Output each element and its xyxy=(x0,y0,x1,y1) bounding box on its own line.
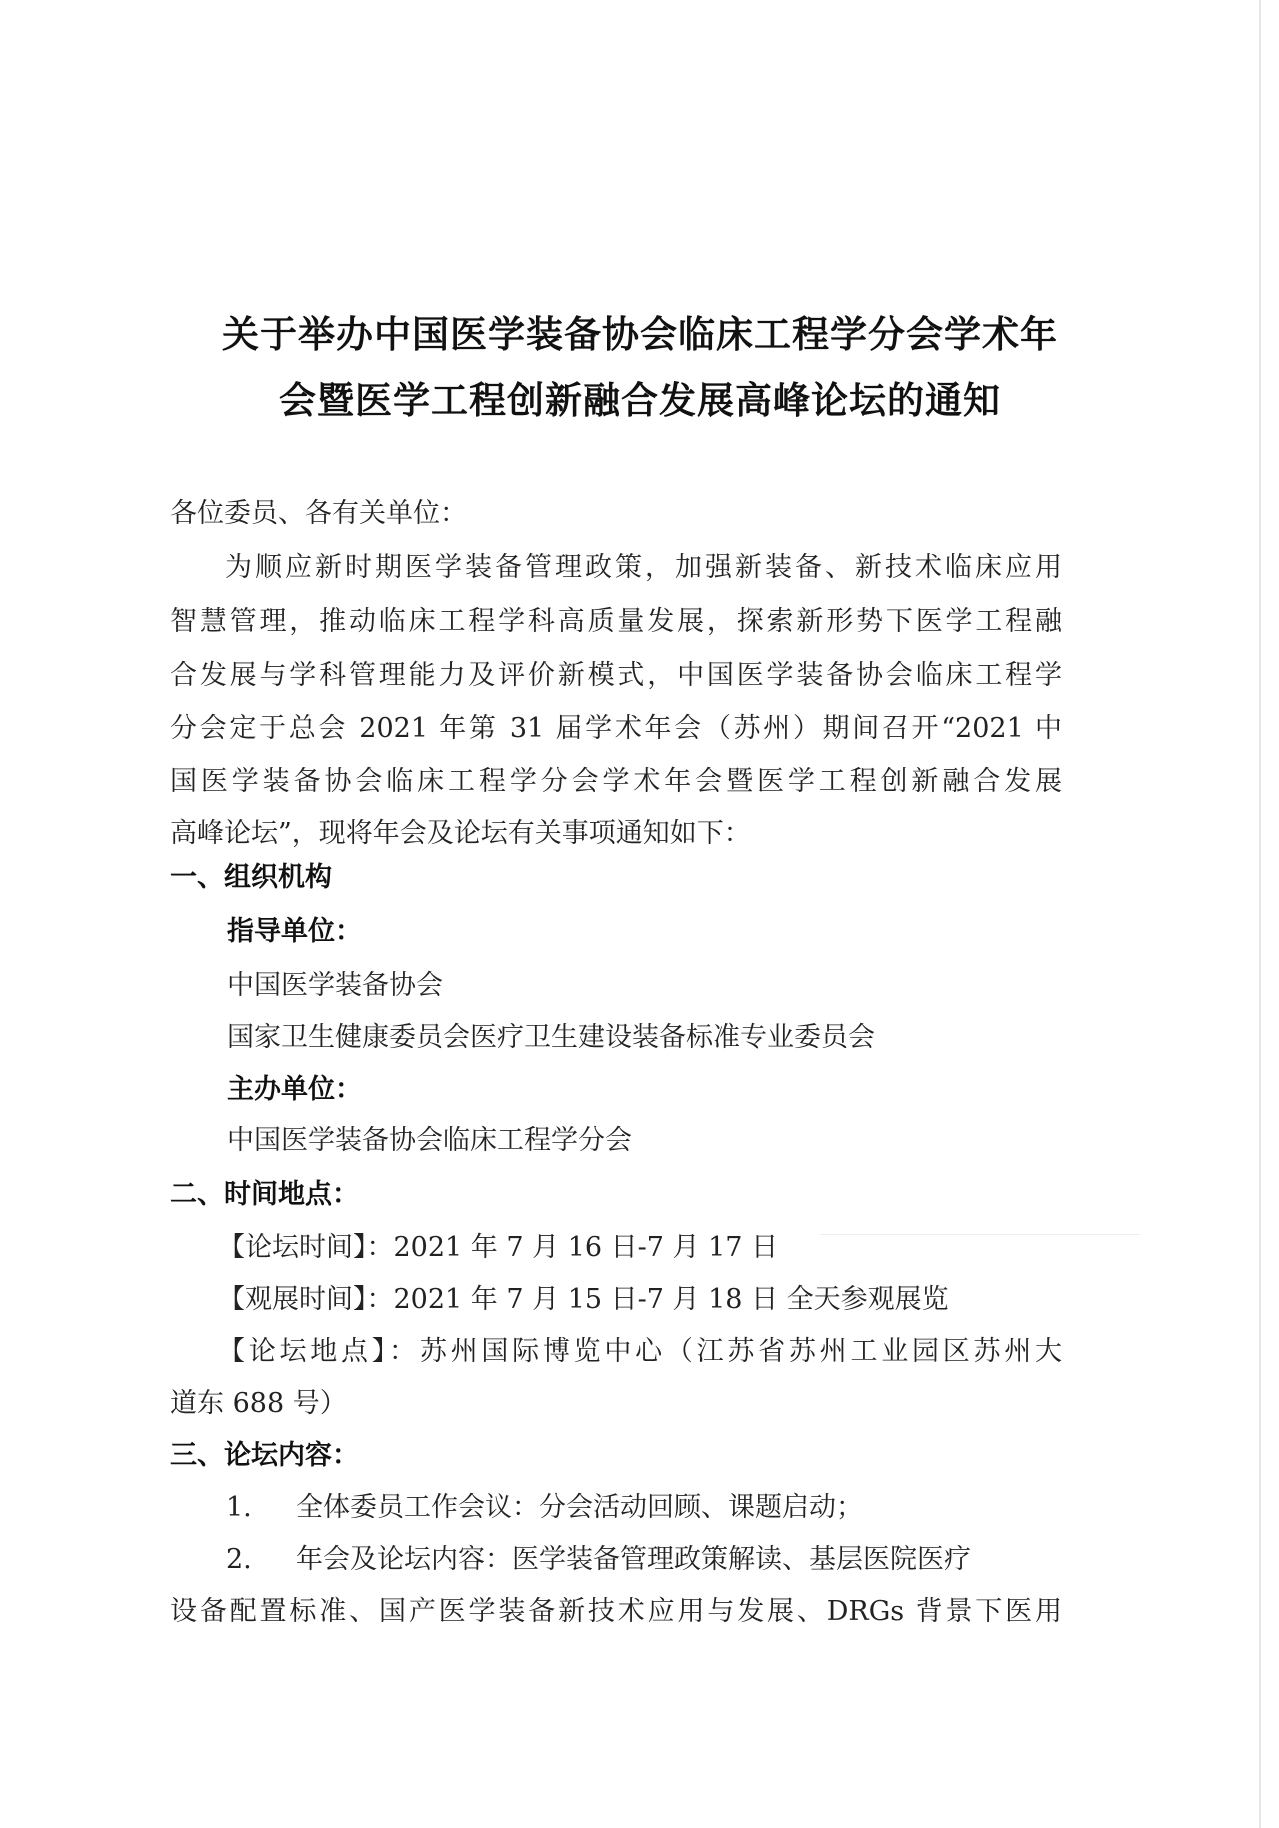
scan-artifact-line xyxy=(820,1234,1140,1235)
venue-line-2: 道东 688 号） xyxy=(170,1388,347,1419)
intro-line-1: 为顺应新时期医学装备管理政策，加强新装备、新技术临床应用 xyxy=(225,552,1062,583)
content-item-1-number: 1. xyxy=(226,1492,252,1523)
section-2-heading: 二、时间地点： xyxy=(170,1179,359,1210)
guide-unit-label: 指导单位： xyxy=(227,916,362,947)
content-item-2-continuation: 设备配置标准、国产医学装备新技术应用与发展、DRGs 背景下医用 xyxy=(170,1596,1062,1627)
host-unit-label: 主办单位： xyxy=(227,1074,362,1105)
venue-line-1: 【论坛地点】：苏州国际博览中心（江苏省苏州工业园区苏州大 xyxy=(218,1336,1062,1367)
content-item-2-text: 年会及论坛内容：医学装备管理政策解读、基层医院医疗 xyxy=(296,1544,971,1575)
section-3-heading: 三、论坛内容： xyxy=(170,1440,359,1471)
intro-line-4: 分会定于总会 2021 年第 31 届学术年会（苏州）期间召开“2021 中 xyxy=(170,713,1062,744)
guide-unit-2: 国家卫生健康委员会医疗卫生建设装备标准专业委员会 xyxy=(227,1022,875,1053)
content-item-2-number: 2. xyxy=(226,1544,252,1575)
content-item-2 xyxy=(226,1542,971,1578)
intro-line-2: 智慧管理，推动临床工程学科高质量发展，探索新形势下医学工程融 xyxy=(170,606,1062,637)
document-title-line-2: 会暨医学工程创新融合发展高峰论坛的通知 xyxy=(279,379,1001,422)
host-unit-1: 中国医学装备协会临床工程学分会 xyxy=(227,1125,632,1156)
content-item-1 xyxy=(226,1490,863,1526)
intro-line-6: 高峰论坛”，现将年会及论坛有关事项通知如下： xyxy=(170,818,751,849)
intro-line-5: 国医学装备协会临床工程学分会学术年会暨医学工程创新融合发展 xyxy=(170,766,1062,797)
document-title-line-1: 关于举办中国医学装备协会临床工程学分会学术年 xyxy=(222,313,1058,356)
section-1-heading: 一、组织机构 xyxy=(170,862,332,893)
salutation: 各位委员、各有关单位： xyxy=(170,498,467,529)
intro-line-3: 合发展与学科管理能力及评价新模式，中国医学装备协会临床工程学 xyxy=(170,660,1062,691)
scan-edge xyxy=(1259,0,1261,1828)
guide-unit-1: 中国医学装备协会 xyxy=(227,970,443,1001)
content-item-1-text: 全体委员工作会议：分会活动回顾、课题启动； xyxy=(296,1492,863,1523)
forum-time: 【论坛时间】：2021 年 7 月 16 日-7 月 17 日 xyxy=(218,1232,779,1263)
exhibit-time: 【观展时间】：2021 年 7 月 15 日-7 月 18 日 全天参观展览 xyxy=(218,1284,949,1315)
